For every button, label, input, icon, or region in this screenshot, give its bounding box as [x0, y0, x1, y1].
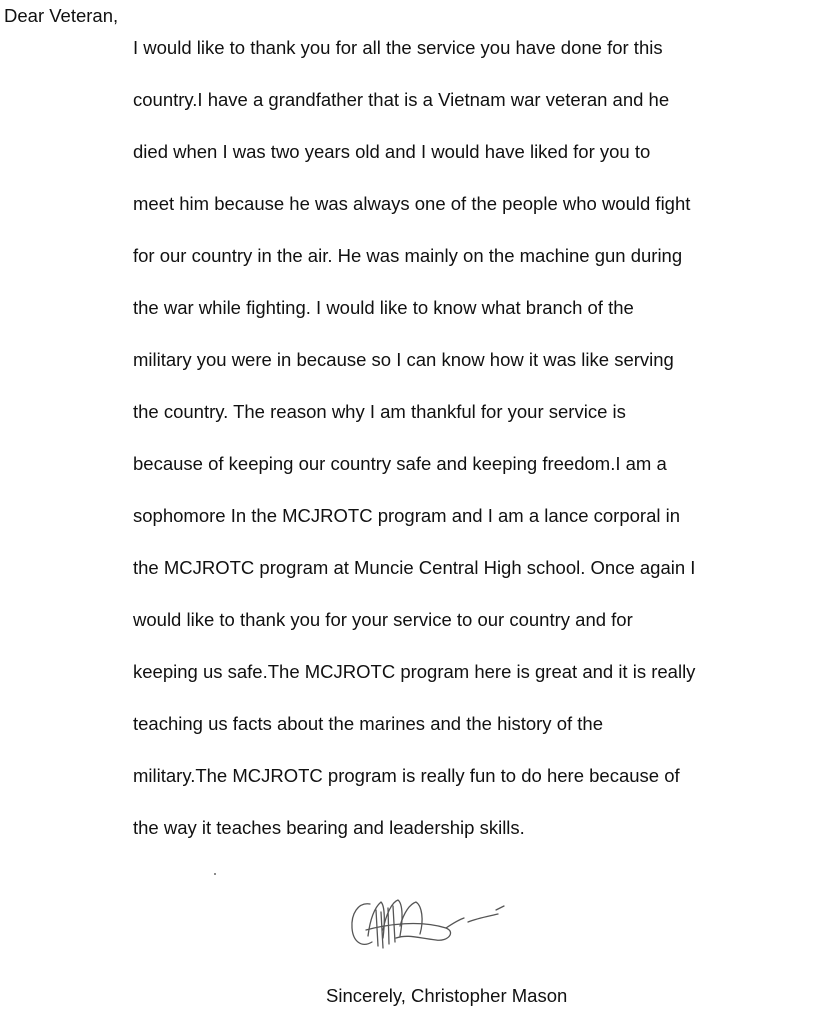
letter-line: died when I was two years old and I would have liked for you to: [133, 141, 651, 162]
letter-line: military you were in because so I can know how it was like serving: [133, 349, 674, 370]
letter-line: country.I have a grandfather that is a Vietnam war veteran and he: [133, 89, 670, 110]
letter-line: because of keeping our country safe and keeping freedom.I am a: [133, 453, 667, 474]
letter-line: the way it teaches bearing and leadership skills.: [133, 817, 525, 838]
scan-speck: [214, 873, 216, 875]
letter-line: the MCJROTC program at Muncie Central High school. Once again I: [133, 557, 696, 578]
handwritten-signature: [348, 890, 518, 960]
salutation: Dear Veteran,: [4, 5, 119, 26]
letter-line: military.The MCJROTC program is really fun to do here because of: [133, 765, 680, 786]
letter-line: for our country in the air. He was mainly on the machine gun during: [133, 245, 683, 266]
letter-line: teaching us facts about the marines and the history of the: [133, 713, 603, 734]
letter-line: sophomore In the MCJROTC program and I am a lance corporal in: [133, 505, 681, 526]
letter-line: meet him because he was always one of the people who would fight: [133, 193, 691, 214]
letter-line: I would like to thank you for all the service you have done for this: [133, 37, 663, 58]
closing-signoff: Sincerely, Christopher Mason: [326, 985, 568, 1006]
letter-line: the war while fighting. I would like to know what branch of the: [133, 297, 634, 318]
letter-line: keeping us safe.The MCJROTC program here is great and it is really: [133, 661, 696, 682]
letter-line: the country. The reason why I am thankful for your service is: [133, 401, 626, 422]
letter-line: would like to thank you for your service to our country and for: [133, 609, 633, 630]
